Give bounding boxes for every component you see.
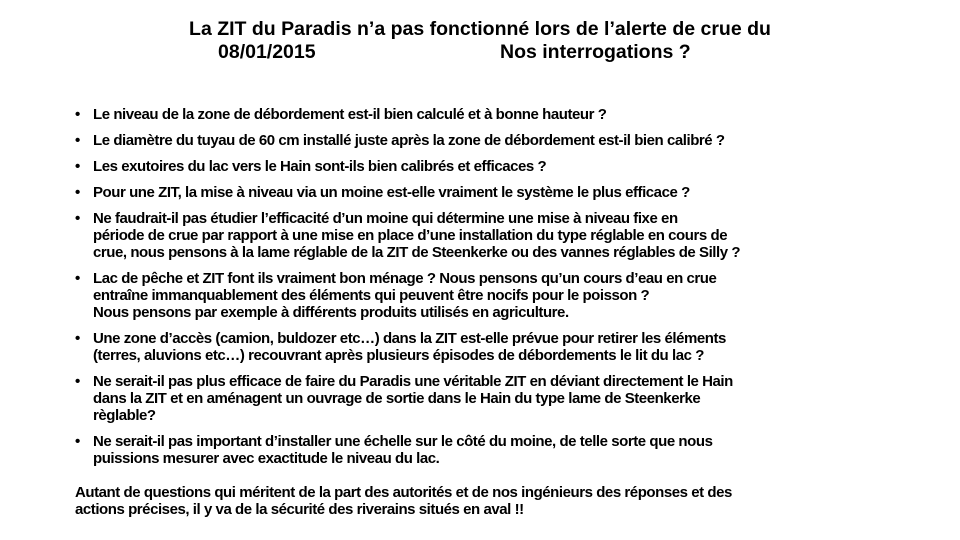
bullet-text-line: entraîne immanquablement des éléments qui peuvent être nocifs pour le poisson ? bbox=[93, 287, 650, 304]
bullet-icon: • bbox=[75, 132, 80, 149]
bullet-icon: • bbox=[75, 330, 80, 347]
bullet-icon: • bbox=[75, 373, 80, 390]
bullet-item bbox=[75, 270, 935, 321]
bullet-icon: • bbox=[75, 106, 80, 123]
bullet-text-line: crue, nous pensons à la lame réglable de la ZIT de Steenkerke ou des vannes réglables de Silly ? bbox=[93, 244, 741, 261]
bullet-text-line: puissions mesurer avec exactitude le niveau du lac. bbox=[93, 450, 440, 467]
bullet-icon: • bbox=[75, 433, 80, 450]
slide-date: 08/01/2015 bbox=[218, 41, 316, 63]
bullet-text-line: Le diamètre du tuyau de 60 cm installé juste après la zone de débordement est-il bien calibré ? bbox=[93, 132, 725, 149]
bullet-text-line: Ne faudrait-il pas étudier l’efficacité d’un moine qui détermine une mise à niveau fixe en bbox=[93, 210, 678, 227]
bullet-text-line: période de crue par rapport à une mise en place d’une installation du type réglable en cours de bbox=[93, 227, 728, 244]
bullet-item bbox=[75, 106, 935, 123]
bullet-icon: • bbox=[75, 184, 80, 201]
closing-text-line: actions précises, il y va de la sécurité des riverains situés en aval !! bbox=[75, 501, 524, 518]
bullet-icon: • bbox=[75, 158, 80, 175]
bullet-text-line: Une zone d’accès (camion, buldozer etc…) dans la ZIT est-elle prévue pour retirer les éléments bbox=[93, 330, 726, 347]
bullet-text-line: dans la ZIT et en aménagent un ouvrage de sortie dans le Hain du type lame de Steenkerke bbox=[93, 390, 701, 407]
bullet-item bbox=[75, 158, 935, 175]
slide-title: La ZIT du Paradis n’a pas fonctionné lors de l’alerte de crue du bbox=[189, 18, 771, 40]
bullet-list bbox=[75, 106, 935, 476]
bullet-text-line: Ne serait-il pas important d’installer une échelle sur le côté du moine, de telle sorte que nous bbox=[93, 433, 713, 450]
bullet-text-line: Le niveau de la zone de débordement est-il bien calculé et à bonne hauteur ? bbox=[93, 106, 607, 123]
bullet-text-line: Pour une ZIT, la mise à niveau via un moine est-elle vraiment le système le plus efficace ? bbox=[93, 184, 690, 201]
bullet-text-line: Les exutoires du lac vers le Hain sont-ils bien calibrés et efficaces ? bbox=[93, 158, 547, 175]
closing-paragraph bbox=[75, 484, 732, 518]
bullet-icon: • bbox=[75, 210, 80, 227]
slide-subtitle: Nos interrogations ? bbox=[500, 41, 691, 63]
bullet-icon: • bbox=[75, 270, 80, 287]
bullet-item bbox=[75, 330, 935, 364]
bullet-text-line: règlable? bbox=[93, 407, 156, 424]
bullet-item bbox=[75, 132, 935, 149]
bullet-text-line: (terres, aluvions etc…) recouvrant après plusieurs épisodes de débordements le lit du lac ? bbox=[93, 347, 704, 364]
bullet-text-line: Ne serait-il pas plus efficace de faire du Paradis une véritable ZIT en déviant directement le Hain bbox=[93, 373, 733, 390]
bullet-item bbox=[75, 373, 935, 424]
bullet-text-line: Nous pensons par exemple à différents produits utilisés en agriculture. bbox=[93, 304, 569, 321]
bullet-item bbox=[75, 210, 935, 261]
closing-text-line: Autant de questions qui méritent de la part des autorités et de nos ingénieurs des réponses et des bbox=[75, 484, 732, 501]
bullet-item bbox=[75, 184, 935, 201]
bullet-text-line: Lac de pêche et ZIT font ils vraiment bon ménage ? Nous pensons qu’un cours d’eau en crue bbox=[93, 270, 717, 287]
bullet-item bbox=[75, 433, 935, 467]
